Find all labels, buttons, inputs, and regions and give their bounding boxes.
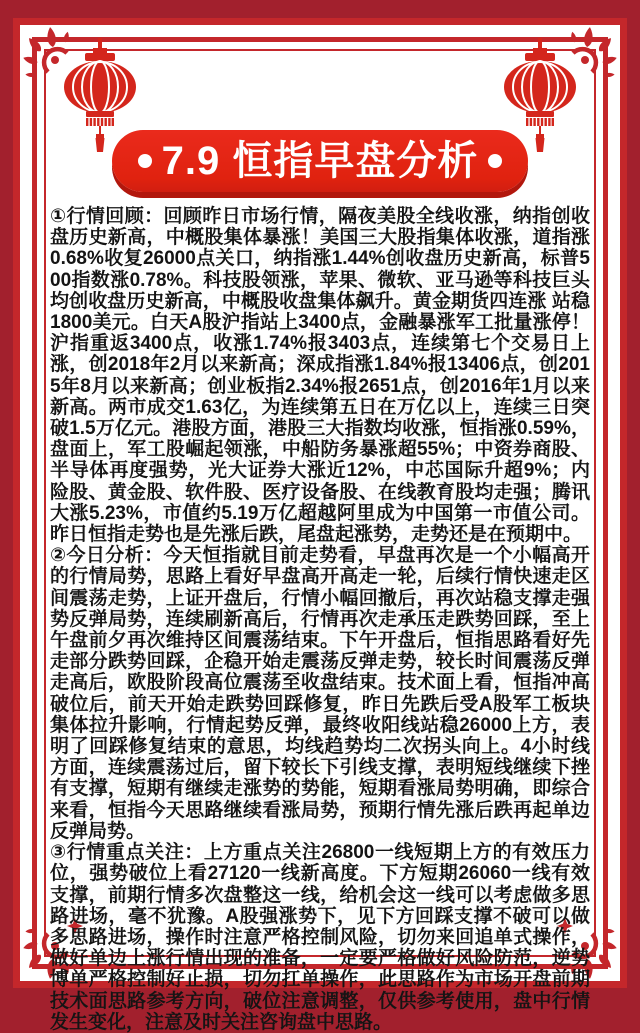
card-inner xyxy=(20,25,620,1033)
paragraph-today-analysis: ②今日分析：今天恒指就目前走势看，早盘再次是一个小幅高开的行情局势，思路上看好早盘高开高走一轮，后续行情快速走区间震荡走势，上证开盘后，行情小幅回撤后，再次站稳支撑走强势反弹局势，连续刷新高后，行情再次走承压走跌势回踩，至上午盘前夕再次维持区间震荡结束。下午开盘后，恒指思路看好先走部分跌势回踩，企稳开始走震荡反弹走势，较长时间震荡反弹走高后，欧股阶段高位震荡至收盘结束。技术面上看，恒指冲高破位后，前天开始走跌势回踩修复，昨日先跌后受A股军工板块集体拉升影响，行情起势反弹，最终收阳线站稳26000上方，表明了回踩修复结束的意思，均线趋势均二次拐头向上。4小时线方面，连续震荡过后，留下较长下引线支撑，表明短线继续下挫有支撑，短期有继续走涨势的势能，短期看涨局势明确，即综合来看，恒指今天思路继续看涨局势，预期行情先涨后跌再起单边反弹局势。 xyxy=(50,545,590,842)
analysis-text xyxy=(50,206,590,1033)
paragraph-key-levels: ③行情重点关注：上方重点关注26800一线短期上方的有效压力位，强势破位上看27120一线新高度。下方短期26060一线有效支撑，前期行情多次盘整这一线，给机会这一线可以考虑做多思路进场，毫不犹豫。A股强涨势下，见下方回踩支撑不破可以做多思路进场，操作时注意严格控制风险，切勿来回追单式操作，做好单边上涨行情出现的准备，一定要严格做好风险防范，逆势博单严格控制好止损，切勿扛单操作，此思路作为市场开盘前期技术面思路参考方向，破位注意调整，仅供参考使用，盘中行情发生变化，注意及时关注咨询盘中思路。 xyxy=(50,842,590,1033)
title-banner xyxy=(112,130,528,192)
content-card xyxy=(13,18,627,1033)
paragraph-market-review: ①行情回顾：回顾昨日市场行情，隔夜美股全线收涨，纳指创收盘历史新高，中概股集体暴涨！美国三大股指集体收涨，道指涨0.68%收复26000点关口，纳指涨1.44%创收盘历史新高，标普500指数涨0.78%。科技股领涨，苹果、微软、亚马逊等科技巨头均创收盘历史新高，中概股收盘集体飙升。黄金期货四连涨 站稳1800美元。白天A股沪指站上3400点，金融暴涨军工批量涨停！沪指重返3400点，收涨1.74%报3403点，连续第七个交易日上涨，创2018年2月以来新高；深成指涨1.84%报13406点，创2015年8月以来新高；创业板指2.34%报2651点，创2016年1月以来新高。两市成交1.63亿，为连续第五日在万亿以上，连续三日突破1.5万亿元。港股方面，港股三大指数均收涨，恒指涨0.59%，盘面上，军工股崛起领涨，中船防务暴涨超55%；中资券商股、半导体再度强势，光大证券大涨近12%，中芯国际升超9%；内险股、黄金股、软件股、医疗设备股、在线教育股均走强；腾讯大涨5.23%，市值约5.19万亿超越阿里成为中国第一市值公司。昨日恒指走势也是先涨后跌，尾盘起涨势，走势还是在预期中。 xyxy=(50,206,590,546)
page-title: 7.9 恒指早盘分析 xyxy=(161,139,479,183)
banner-dot-right-icon xyxy=(488,154,502,168)
banner-dot-left-icon xyxy=(138,154,152,168)
